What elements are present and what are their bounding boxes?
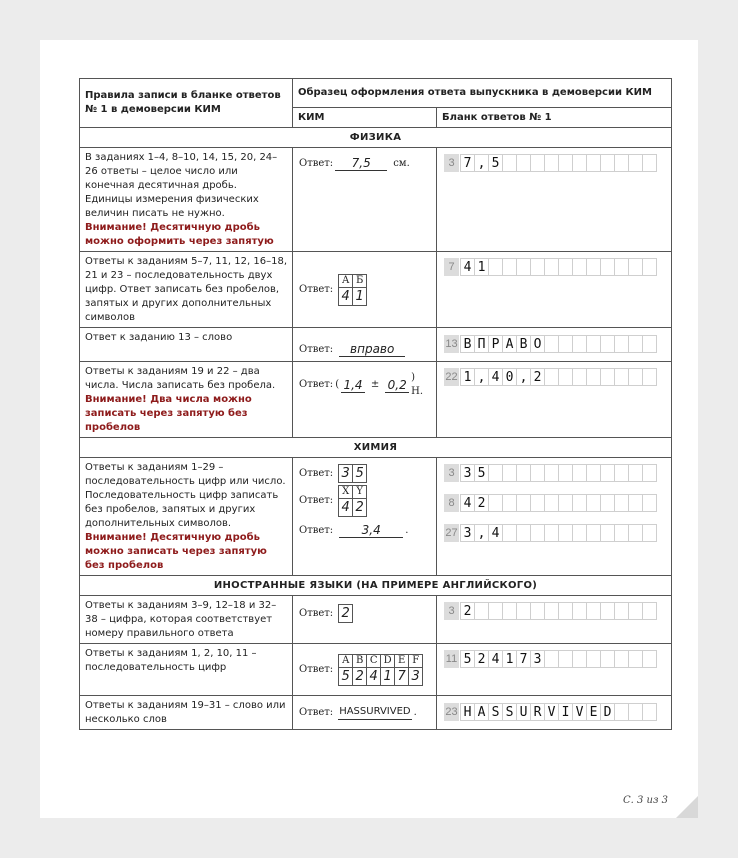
answer-box <box>642 703 657 721</box>
answer-box <box>558 258 573 276</box>
answer-box <box>600 602 615 620</box>
kim-cell <box>293 362 437 438</box>
answer-box <box>516 524 531 542</box>
task-number: 3 <box>444 154 459 172</box>
answer-box: I <box>558 703 573 721</box>
answer-box <box>572 368 587 386</box>
blank-cell <box>437 696 672 730</box>
handwritten-answer: 3,4 <box>339 523 403 538</box>
task-number: 13 <box>444 335 459 353</box>
answer-box: S <box>502 703 517 721</box>
answer-box: 3 <box>530 650 545 668</box>
answer-box <box>614 335 629 353</box>
handwritten-answer: 7,5 <box>335 156 387 171</box>
answer-box: 1 <box>460 368 475 386</box>
answer-box: 2 <box>474 650 489 668</box>
grid-header: F <box>408 654 423 668</box>
answer-box <box>572 494 587 512</box>
sample-column-header: Образец оформления ответа выпускника в демоверсии КИМ <box>293 79 672 108</box>
answer-box <box>488 464 503 482</box>
answer-box <box>530 464 545 482</box>
answer-boxes <box>444 703 671 721</box>
rules-column-header: Правила записи в бланке ответов № 1 в демоверсии КИМ <box>80 79 293 128</box>
answer-box: В <box>516 335 531 353</box>
answer-boxes <box>444 650 671 668</box>
answer-box <box>530 602 545 620</box>
answer-box <box>558 335 573 353</box>
warning-text: Внимание! Десятичную дробь можно оформить через запятую <box>85 222 274 247</box>
answer-box <box>642 464 657 482</box>
answer-box <box>502 494 517 512</box>
kim-cell: Ответ: HASSURVIVED . <box>293 696 437 730</box>
answer-box <box>572 258 587 276</box>
answer-box <box>516 258 531 276</box>
answer-box <box>488 494 503 512</box>
answer-box: V <box>572 703 587 721</box>
grid-header: А <box>338 274 353 288</box>
answer-box <box>502 258 517 276</box>
answer-box <box>516 464 531 482</box>
answer-box <box>614 464 629 482</box>
answer-box <box>586 368 601 386</box>
answer-box: 3 <box>460 464 475 482</box>
answer-box <box>586 650 601 668</box>
answer-boxes <box>444 464 671 482</box>
handwritten-value: 1,4 <box>341 378 365 393</box>
answer-box: 7 <box>516 650 531 668</box>
task-number: 27 <box>444 524 459 542</box>
answer-box <box>502 602 517 620</box>
answer-box: В <box>460 335 475 353</box>
answer-box <box>558 602 573 620</box>
rule-cell: Ответ к заданию 13 – слово <box>80 328 293 362</box>
answer-label: Ответ: <box>299 379 334 390</box>
answer-box <box>628 650 643 668</box>
section-languages: ИНОСТРАННЫЕ ЯЗЫКИ (НА ПРИМЕРЕ АНГЛИЙСКОГО) <box>80 576 672 596</box>
answer-box <box>600 335 615 353</box>
rule-text: В заданиях 1–4, 8–10, 14, 15, 20, 24–26 ответы – целое число или конечная десятичная дробь. Единицы измерения физических величин писать не нужно. <box>85 152 278 219</box>
answer-box: , <box>516 368 531 386</box>
answer-box <box>628 703 643 721</box>
answer-box <box>516 602 531 620</box>
answer-label: Ответ: <box>299 663 334 675</box>
grid-cell: 1 <box>352 287 367 306</box>
kim-cell <box>293 148 437 252</box>
grid-header: X <box>338 485 353 499</box>
grid-cell: 2 <box>338 604 353 623</box>
answer-box <box>628 368 643 386</box>
answer-box <box>530 494 545 512</box>
answer-boxes <box>444 602 671 620</box>
table-row <box>80 252 672 328</box>
answer-box <box>530 524 545 542</box>
grid-cell: 2 <box>352 498 367 517</box>
answer-label: Ответ: <box>299 495 334 506</box>
answer-box: 4 <box>488 524 503 542</box>
kim-cell <box>293 252 437 328</box>
blank-column-header: Бланк ответов № 1 <box>437 108 672 128</box>
answer-box: A <box>474 703 489 721</box>
grid-cell: 5 <box>338 667 353 686</box>
rule-cell: Ответы к заданиям 5–7, 11, 12, 16–18, 21 и 23 – последовательность двух цифр. Ответ записать без пробелов, запятых и других дополнительных символов <box>80 252 293 328</box>
task-number: 22 <box>444 368 459 386</box>
answer-box <box>544 154 559 172</box>
answer-grid <box>338 464 366 483</box>
grid-cell: 4 <box>338 287 353 306</box>
answer-box: 3 <box>460 524 475 542</box>
answer-box <box>614 154 629 172</box>
answer-box: 2 <box>474 494 489 512</box>
grid-cell: 7 <box>394 667 409 686</box>
answer-label: Ответ: <box>299 343 334 355</box>
answer-box <box>586 602 601 620</box>
page-number: С. 3 из 3 <box>623 795 668 806</box>
answer-box <box>642 650 657 668</box>
answer-box <box>572 335 587 353</box>
answer-box <box>474 602 489 620</box>
answer-box <box>516 154 531 172</box>
rule-cell <box>80 148 293 252</box>
answer-box <box>572 650 587 668</box>
answer-box: V <box>544 703 559 721</box>
blank-cell <box>437 362 672 438</box>
blank-cell <box>437 252 672 328</box>
table-row <box>80 148 672 252</box>
answer-box <box>530 258 545 276</box>
task-number: 23 <box>444 703 459 721</box>
answer-box <box>558 650 573 668</box>
answer-box <box>558 154 573 172</box>
answer-box <box>642 524 657 542</box>
answer-boxes <box>444 154 671 172</box>
task-number: 3 <box>444 464 459 482</box>
answer-box: О <box>530 335 545 353</box>
blank-cell <box>437 328 672 362</box>
answer-box <box>502 524 517 542</box>
answer-box <box>586 335 601 353</box>
answer-box <box>628 524 643 542</box>
answer-box: 4 <box>488 650 503 668</box>
answer-box <box>642 258 657 276</box>
answer-box <box>586 258 601 276</box>
answer-box <box>614 650 629 668</box>
handwritten-answer: вправо <box>339 342 405 357</box>
answer-boxes <box>444 335 671 353</box>
answer-box: , <box>474 154 489 172</box>
answer-box: 2 <box>460 602 475 620</box>
answer-box: 5 <box>488 154 503 172</box>
answer-box <box>614 524 629 542</box>
kim-cell: Ответ: 3 5 Ответ: X Y 4 2 Ответ: 3,4 . <box>293 458 437 576</box>
answer-label: Ответ: <box>299 467 334 479</box>
answer-box <box>614 368 629 386</box>
grid-header: Б <box>352 274 367 288</box>
answer-box <box>544 258 559 276</box>
answer-box <box>614 703 629 721</box>
plus-minus: ± <box>370 379 380 390</box>
answer-box <box>544 602 559 620</box>
rule-text: Ответы к заданиям 19 и 22 – два числа. Числа записать без пробела. <box>85 366 276 391</box>
section-physics: ФИЗИКА <box>80 128 672 148</box>
table-row <box>80 644 672 696</box>
answer-box <box>628 335 643 353</box>
answer-box <box>544 494 559 512</box>
grid-cell: 5 <box>352 464 367 483</box>
answer-label: Ответ: <box>299 283 334 295</box>
answer-box: , <box>474 524 489 542</box>
answer-grid <box>338 485 366 517</box>
section-chemistry: ХИМИЯ <box>80 438 672 458</box>
answer-box <box>586 524 601 542</box>
answer-box <box>628 154 643 172</box>
answer-box <box>516 494 531 512</box>
grid-cell: 3 <box>408 667 423 686</box>
answer-boxes <box>444 494 671 512</box>
answer-box <box>628 494 643 512</box>
answer-box: 1 <box>502 650 517 668</box>
answer-box: 5 <box>474 464 489 482</box>
answer-box <box>628 464 643 482</box>
answer-box <box>530 154 545 172</box>
warning-text: Внимание! Два числа можно записать через запятую без пробелов <box>85 394 252 433</box>
grid-header: A <box>338 654 353 668</box>
handwritten-error: 0,2 <box>385 378 409 393</box>
answer-boxes <box>444 368 671 386</box>
answer-box: U <box>516 703 531 721</box>
answer-box <box>600 494 615 512</box>
answer-box <box>600 464 615 482</box>
grid-header: E <box>394 654 409 668</box>
answer-box: D <box>600 703 615 721</box>
answer-label: Ответ: <box>299 157 334 169</box>
paren-open: ( <box>335 379 340 390</box>
grid-header: Y <box>352 485 367 499</box>
answer-box: 4 <box>460 494 475 512</box>
grid-header: C <box>366 654 381 668</box>
answer-box <box>586 494 601 512</box>
answer-grid <box>338 274 366 306</box>
grid-cell: 2 <box>352 667 367 686</box>
answer-box <box>586 154 601 172</box>
rule-cell <box>80 362 293 438</box>
answer-box <box>502 464 517 482</box>
blank-cell <box>437 148 672 252</box>
answer-box <box>572 154 587 172</box>
answer-box <box>558 464 573 482</box>
unit-label: см. <box>393 157 410 169</box>
grid-header: D <box>380 654 395 668</box>
handwritten-answer: HASSURVIVED <box>338 705 411 720</box>
answer-box: S <box>488 703 503 721</box>
answer-box: , <box>474 368 489 386</box>
answer-box <box>642 154 657 172</box>
answer-grid <box>338 654 422 686</box>
answer-box <box>572 464 587 482</box>
kim-cell <box>293 644 437 696</box>
answer-box <box>600 258 615 276</box>
blank-cell <box>437 596 672 644</box>
answer-box <box>628 602 643 620</box>
answer-box <box>544 464 559 482</box>
blank-cell <box>437 458 672 576</box>
answer-box: R <box>530 703 545 721</box>
table-row <box>80 696 672 730</box>
table-row <box>80 328 672 362</box>
answer-box <box>642 494 657 512</box>
grid-cell: 4 <box>338 498 353 517</box>
answer-box <box>558 524 573 542</box>
answer-box: 7 <box>460 154 475 172</box>
answer-box <box>586 464 601 482</box>
answer-box <box>572 524 587 542</box>
task-number: 7 <box>444 258 459 276</box>
answer-box <box>614 258 629 276</box>
answer-boxes <box>444 524 671 542</box>
answer-box: А <box>502 335 517 353</box>
answer-box <box>642 335 657 353</box>
answer-box: 2 <box>530 368 545 386</box>
answer-box <box>488 258 503 276</box>
rule-cell: Ответы к заданиям 19–31 – слово или несколько слов <box>80 696 293 730</box>
grid-cell: 4 <box>366 667 381 686</box>
warning-text: Внимание! Десятичную дробь можно записать через запятую без пробелов <box>85 532 267 571</box>
answer-box: 4 <box>460 258 475 276</box>
answer-label: Ответ: <box>299 607 334 619</box>
answer-box: П <box>474 335 489 353</box>
answer-boxes <box>444 258 671 276</box>
answer-box <box>600 368 615 386</box>
answer-box <box>544 368 559 386</box>
answer-box: E <box>586 703 601 721</box>
answer-box: 4 <box>488 368 503 386</box>
answer-box <box>642 368 657 386</box>
answer-box <box>600 650 615 668</box>
answer-box: Р <box>488 335 503 353</box>
task-number: 3 <box>444 602 459 620</box>
blank-cell <box>437 644 672 696</box>
answer-box <box>558 368 573 386</box>
answer-label: Ответ: <box>299 524 334 536</box>
answer-box: H <box>460 703 475 721</box>
answer-box <box>502 154 517 172</box>
answer-box: 0 <box>502 368 517 386</box>
rule-cell <box>80 458 293 576</box>
answer-box <box>544 335 559 353</box>
paren-close-unit: ) Н. <box>411 372 424 397</box>
rule-text: Ответы к заданиям 1–29 – последовательность цифр или число. Последовательность цифр записать без пробелов, запятых и других дополнительных символов. <box>85 462 286 529</box>
answer-box <box>544 650 559 668</box>
table-row <box>80 362 672 438</box>
answer-box <box>572 602 587 620</box>
answer-box <box>544 524 559 542</box>
kim-column-header: КИМ <box>293 108 437 128</box>
kim-cell <box>293 328 437 362</box>
task-number: 11 <box>444 650 459 668</box>
rule-cell: Ответы к заданиям 1, 2, 10, 11 – последовательность цифр <box>80 644 293 696</box>
answer-box <box>558 494 573 512</box>
table-row <box>80 458 672 576</box>
answer-box: 5 <box>460 650 475 668</box>
grid-cell: 3 <box>338 464 353 483</box>
answer-label: Ответ: <box>299 706 334 718</box>
answer-box <box>614 602 629 620</box>
answer-box <box>642 602 657 620</box>
answer-box <box>600 154 615 172</box>
grid-header: B <box>352 654 367 668</box>
answer-box: 1 <box>474 258 489 276</box>
answer-grid <box>338 604 352 623</box>
page-corner-fold <box>676 796 698 818</box>
answer-box <box>600 524 615 542</box>
answer-box <box>614 494 629 512</box>
answer-box <box>488 602 503 620</box>
rules-table <box>79 78 672 730</box>
table-row <box>80 596 672 644</box>
document-page <box>40 40 698 818</box>
kim-cell <box>293 596 437 644</box>
task-number: 8 <box>444 494 459 512</box>
grid-cell: 1 <box>380 667 395 686</box>
rule-cell: Ответы к заданиям 3–9, 12–18 и 32–38 – цифра, которая соответствует номеру правильного ответа <box>80 596 293 644</box>
answer-box <box>628 258 643 276</box>
